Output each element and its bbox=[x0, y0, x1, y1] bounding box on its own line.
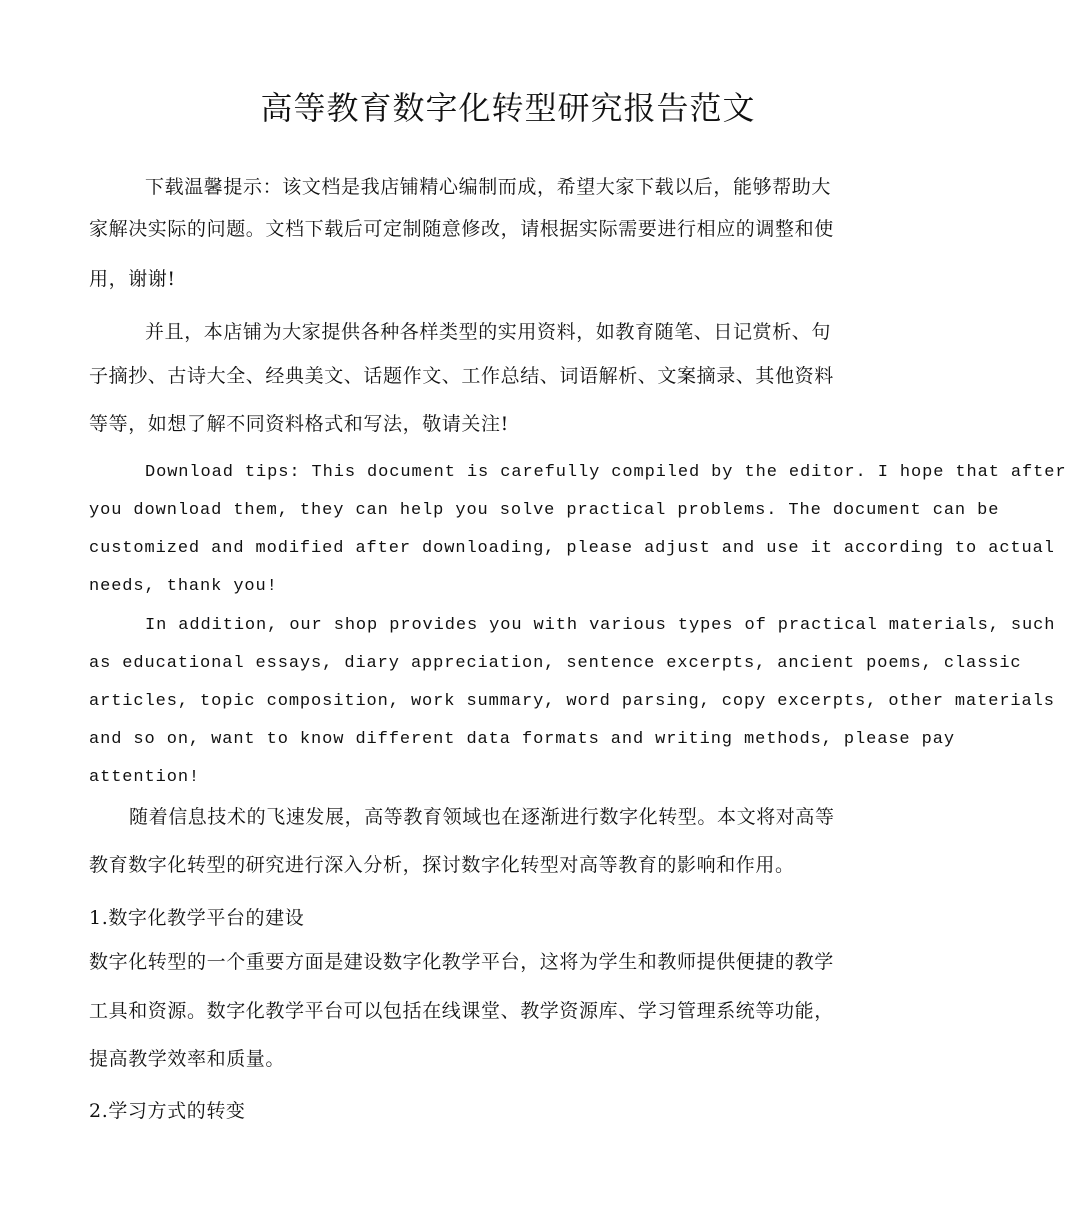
shop-cn-line-1: 并且，本店铺为大家提供各种各样类型的实用资料，如教育随笔、日记赏析、句 bbox=[145, 321, 832, 343]
tip-cn-line-2: 家解决实际的问题。文档下载后可定制随意修改，请根据实际需要进行相应的调整和使 bbox=[89, 218, 834, 240]
tip-en-line-1: Download tips: This document is carefully compiled by the editor. I hope that after bbox=[145, 463, 1066, 482]
intro-line-1: 随着信息技术的飞速发展，高等教育领域也在逐渐进行数字化转型。本文将对高等 bbox=[129, 806, 835, 828]
shop-en-line-1: In addition, our shop provides you with various types of practical materials, such bbox=[145, 616, 1056, 635]
tip-en-line-4: needs, thank you! bbox=[89, 577, 278, 596]
shop-en-line-3: articles, topic composition, work summary, word parsing, copy excerpts, other materials bbox=[89, 692, 1055, 711]
section-1-line-1: 数字化转型的一个重要方面是建设数字化教学平台，这将为学生和教师提供便捷的教学 bbox=[89, 951, 834, 973]
tip-cn-line-1: 下载温馨提示：该文档是我店铺精心编制而成，希望大家下载以后，能够帮助大 bbox=[145, 176, 832, 198]
shop-en-line-2: as educational essays, diary appreciation, sentence excerpts, ancient poems, classic bbox=[89, 654, 1022, 673]
shop-cn-line-3: 等等，如想了解不同资料格式和写法，敬请关注! bbox=[89, 413, 509, 435]
tip-cn-line-3: 用，谢谢! bbox=[89, 268, 176, 290]
section-1-line-3: 提高教学效率和质量。 bbox=[89, 1048, 286, 1070]
intro-line-2: 教育数字化转型的研究进行深入分析，探讨数字化转型对高等教育的影响和作用。 bbox=[89, 854, 795, 876]
tip-en-line-2: you download them, they can help you solve practical problems. The document can be bbox=[89, 501, 1000, 520]
document-title: 高等教育数字化转型研究报告范文 bbox=[260, 89, 756, 127]
section-1-line-2: 工具和资源。数字化教学平台可以包括在线课堂、教学资源库、学习管理系统等功能， bbox=[89, 1000, 834, 1022]
section-1-heading: 1.数字化教学平台的建设 bbox=[89, 907, 305, 929]
shop-cn-line-2: 子摘抄、古诗大全、经典美文、话题作文、工作总结、词语解析、文案摘录、其他资料 bbox=[89, 365, 834, 387]
section-2-heading: 2.学习方式的转变 bbox=[89, 1100, 246, 1122]
tip-en-line-3: customized and modified after downloading, please adjust and use it according to actual bbox=[89, 539, 1055, 558]
shop-en-line-4: and so on, want to know different data formats and writing methods, please pay bbox=[89, 730, 955, 749]
shop-en-line-5: attention! bbox=[89, 768, 201, 787]
